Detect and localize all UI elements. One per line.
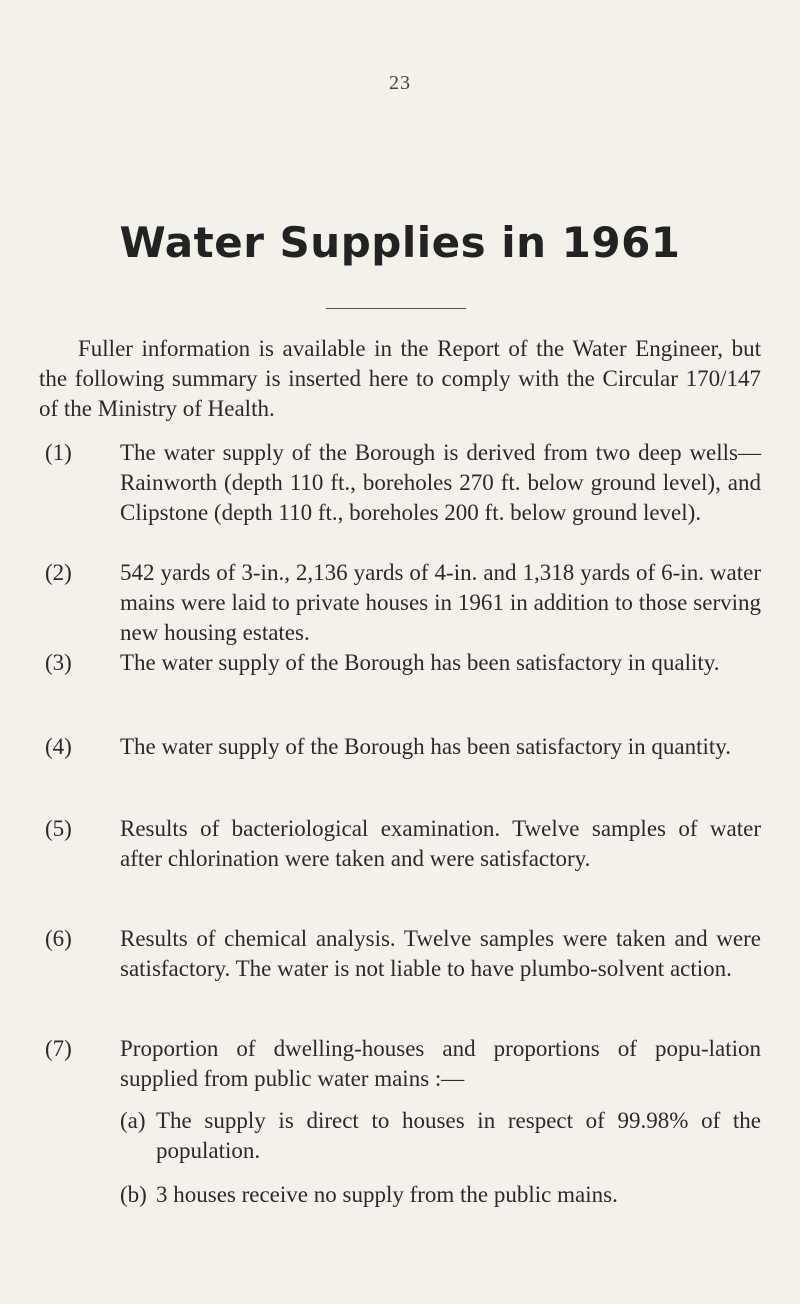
item-text: Results of bacteriological examination. Twelve samples of water after chlorination were taken and were satisfactory. [120,816,761,871]
item-text: The water supply of the Borough is derived from two deep wells—Rainworth (depth 110 ft., boreholes 270 ft. below ground level), and Clipstone (depth 110 ft., boreholes 200 ft. below ground level). [120,440,761,525]
sub-item-text: 3 houses receive no supply from the public mains. [156,1182,618,1207]
page-title: Water Supplies in 1961 [119,218,681,267]
list-item [45,648,761,678]
item-text: Proportion of dwelling-houses and proportions of popu-lation supplied from public water mains :— [120,1036,761,1091]
page-number: 23 [389,72,411,94]
sub-list-item [120,1106,761,1166]
item-number: (1) [45,440,72,465]
item-text: The water supply of the Borough has been satisfactory in quantity. [120,734,732,759]
list-item [45,1034,761,1094]
sub-item-text: The supply is direct to houses in respect of 99.98% of the population. [156,1108,761,1163]
item-text: The water supply of the Borough has been satisfactory in quality. [120,650,720,675]
sub-list-item [120,1180,761,1210]
item-text: 542 yards of 3-in., 2,136 yards of 4-in. and 1,318 yards of 6-in. water mains were laid to private houses in 1961 in addition to those serving new housing estates. [120,560,761,645]
list-item [45,732,761,762]
item-number: (2) [45,560,72,585]
list-item [45,558,761,648]
list-item [45,924,761,984]
intro-paragraph: Fuller information is available in the Report of the Water Engineer, but the following summary is inserted here to comply with the Circular 170/147 of the Ministry of Health. [39,336,761,421]
sub-item-letter: (b) [120,1182,147,1207]
list-item [45,814,761,874]
item-number: (7) [45,1036,72,1061]
item-number: (6) [45,926,72,951]
list-item [45,438,761,528]
item-number: (3) [45,650,72,675]
item-number: (4) [45,734,72,759]
sub-item-letter: (a) [120,1108,146,1133]
title-divider [326,308,466,309]
item-number: (5) [45,816,72,841]
item-text: Results of chemical analysis. Twelve samples were taken and were satisfactory. The water is not liable to have plumbo-solvent action. [120,926,761,981]
